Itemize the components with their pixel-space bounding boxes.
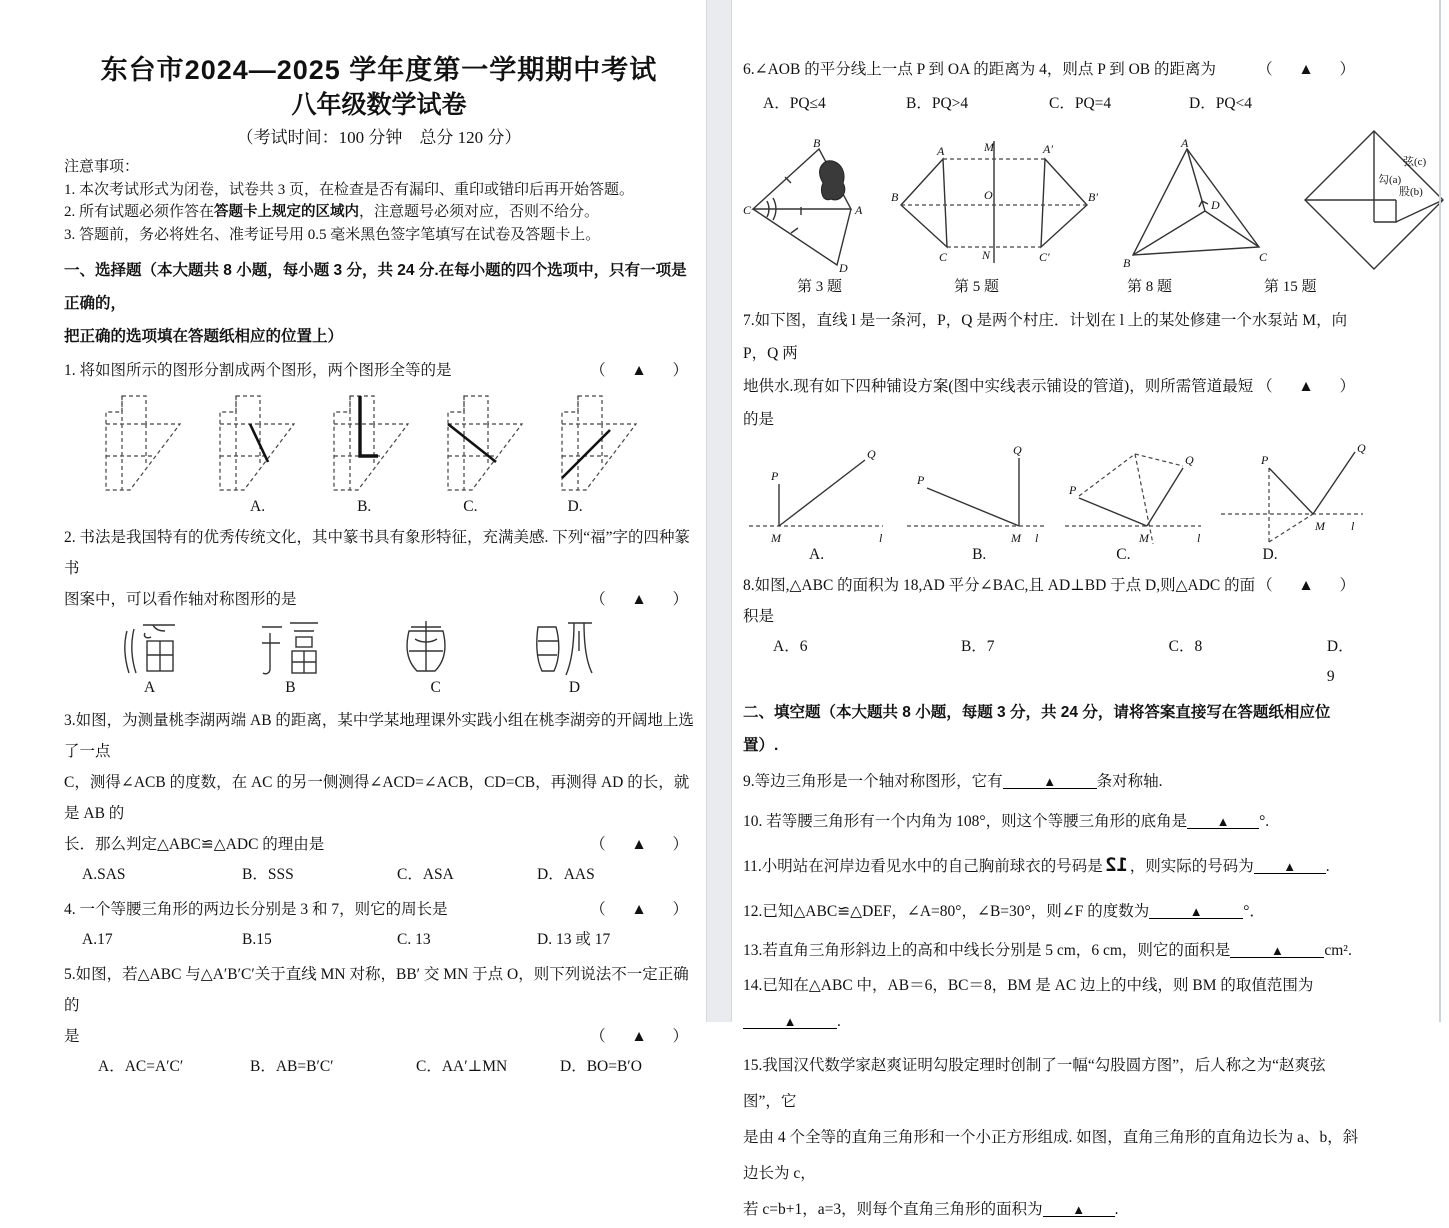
q7-line2: 地供水.现有如下四种铺设方案(图中实线表示铺设的管道)，则所需管道最短的是 <box>743 378 1254 428</box>
svg-text:A′: A′ <box>1043 142 1053 156</box>
svg-text:A: A <box>855 203 863 217</box>
svg-text:B′: B′ <box>1088 190 1098 204</box>
q9-blank: ▲ <box>1003 775 1097 789</box>
q1-figures <box>64 390 694 498</box>
svg-text:M: M <box>771 531 781 545</box>
svg-text:Q: Q <box>1357 441 1366 455</box>
seal-script-fu-a-image <box>119 617 183 679</box>
q3-options: A.SAS B．SSS C．ASA D．AAS <box>82 866 595 883</box>
figure-captions: 第 3 题 第 5 题 第 8 题 第 15 题 <box>797 279 1317 295</box>
q5-answer-bracket: （ ▲ ） <box>590 1028 694 1045</box>
notes-block <box>64 156 694 246</box>
svg-text:B: B <box>813 136 821 150</box>
svg-text:Q: Q <box>867 447 876 461</box>
note-1: 1. 本次考试形式为闭卷，试卷共 3 页，在检查是否有漏印、重印或错印后再开始答题。 <box>64 181 635 198</box>
svg-text:B: B <box>891 190 899 204</box>
fig-question3-image <box>743 135 865 273</box>
window-right-border <box>1439 0 1441 1022</box>
q2-line1: 2. 书法是我国特有的优秀传统文化，其中篆书具有象形特征，充满美感. 下列“福”字的四种篆书 <box>64 529 691 577</box>
q7-figure-b <box>901 440 1051 546</box>
q5-line2: 是 <box>64 1028 80 1045</box>
q15-blank: ▲ <box>1043 1203 1115 1217</box>
q6-answer-bracket: （ ▲ ） <box>1257 61 1361 78</box>
q7-figures <box>743 440 1366 546</box>
svg-text:B: B <box>1123 256 1131 270</box>
svg-text:l: l <box>879 531 883 545</box>
q15-line3: 若 c=b+1，a=3，则每个直角三角形的面积为 ▲ . <box>743 1201 1119 1218</box>
page-gutter <box>706 0 732 1022</box>
question-10: 10. 若等腰三角形有一个内角为 108°，则这个等腰三角形的底角是 ▲ °. <box>743 813 1270 830</box>
svg-text:C: C <box>743 203 752 217</box>
fig-question8-image <box>1123 135 1273 273</box>
q7-answer-bracket: （ ▲ ） <box>1257 378 1361 395</box>
q8-stem: 8.如图,△ABC 的面积为 18,AD 平分∠BAC,且 AD⊥BD 于点 D,则△ADC 的面积是 <box>743 577 1256 625</box>
q7-figure-a <box>743 440 893 546</box>
svg-text:Q: Q <box>1013 443 1022 457</box>
fig-question15-image <box>1299 125 1449 273</box>
svg-text:P: P <box>1069 483 1077 497</box>
question-1 <box>64 355 694 386</box>
page-left <box>0 0 706 1075</box>
svg-text:A: A <box>937 144 945 158</box>
exam-info: （考试时间：100 分钟 总分 120 分） <box>236 128 522 147</box>
seal-script-fu-c-image <box>397 617 455 679</box>
svg-text:N: N <box>982 248 991 262</box>
q2-line2: 图案中，可以看作轴对称图形的是 <box>64 591 297 608</box>
q3-line3: 长．那么判定△ABC≌△ADC 的理由是 <box>64 836 325 853</box>
q8-options: A．6 B．7 C．8 D．9 <box>773 638 1354 685</box>
q15-line2: 是由 4 个全等的直角三角形和一个小正方形组成. 如图，直角三角形的直角边长为 a、b，斜边长为 c， <box>743 1129 1359 1182</box>
q1-figure-labels: A. B. C. D. <box>250 498 583 515</box>
exam-title-line1: 东台市2024—2025 学年度第一学期期中考试 <box>100 55 658 85</box>
q2-figure-labels: A B C D <box>144 679 581 696</box>
section1-header-line2: 把正确的选项填在答题纸相应的位置上） <box>64 328 344 345</box>
svg-text:C′: C′ <box>1039 250 1050 264</box>
q3-line2: C，测得∠ACB 的度数，在 AC 的另一侧测得∠ACD=∠ACB，CD=CB，再测得 AD 的长，就是 AB 的 <box>64 774 690 822</box>
note-3: 3. 答题前，务必将姓名、准考证号用 0.5 毫米黑色签字笔填写在试卷及答题卡上。 <box>64 226 601 243</box>
q8-answer-bracket: （ ▲ ） <box>1257 577 1361 594</box>
svg-text:弦(c): 弦(c) <box>1403 156 1427 168</box>
svg-text:A: A <box>1181 136 1189 150</box>
q1-figure-d <box>548 390 644 498</box>
q3-line1: 3.如图，为测量桃李湖两端 AB 的距离，某中学某地理课外实践小组在桃李湖旁的开阔地上选了一点 <box>64 712 694 760</box>
question-9: 9.等边三角形是一个轴对称图形，它有 ▲ 条对称轴. <box>743 773 1163 790</box>
q5-line1: 5.如图，若△ABC 与△A′B′C′关于直线 MN 对称，BB′ 交 MN 于点 O，则下列说法不一定正确的 <box>64 966 689 1014</box>
seal-script-fu-b-image <box>258 617 322 679</box>
notes-heading: 注意事项： <box>64 159 140 175</box>
page-right <box>733 0 1441 1218</box>
svg-text:C: C <box>939 250 948 264</box>
svg-text:P: P <box>1261 453 1269 467</box>
q5-options: A．AC=A′C′ B．AB=B′C′ C．AA′⊥MN D．BO=B′O <box>98 1058 642 1075</box>
q14-blank: ▲ <box>743 1015 837 1029</box>
q11-blank: ▲ <box>1254 860 1326 874</box>
svg-text:M: M <box>1315 519 1325 533</box>
svg-text:l: l <box>1197 531 1201 545</box>
section1-header-line1: 一、选择题（本大题共 8 小题，每小题 3 分，共 24 分.在每小题的四个选项中，只有一项是正确的， <box>64 262 687 312</box>
q4-stem: 4. 一个等腰三角形的两边长分别是 3 和 7，则它的周长是 <box>64 901 448 918</box>
q1-stem: 1. 将如图所示的图形分割成两个图形，两个图形全等的是 <box>64 362 452 379</box>
svg-text:M: M <box>984 140 994 154</box>
svg-text:D: D <box>1211 198 1220 212</box>
q1-figure-b <box>320 390 416 498</box>
q2-figures <box>64 617 694 679</box>
question-12: 12.已知△ABC≌△DEF，∠A=80°，∠B=30°，则∠F 的度数为 ▲ °． <box>743 903 1265 920</box>
q12-blank: ▲ <box>1149 905 1243 919</box>
q2-answer-bracket: （ ▲ ） <box>590 591 694 608</box>
q1-figure-a <box>206 390 302 498</box>
svg-text:Q: Q <box>1185 453 1194 467</box>
q5-line2-row <box>64 1021 694 1052</box>
question-4 <box>64 894 694 925</box>
question-8 <box>743 570 1361 632</box>
q6-stem: 6.∠AOB 的平分线上一点 P 到 OA 的距离为 4，则点 P 到 OB 的距离为 <box>743 61 1216 78</box>
q1-answer-bracket: （ ▲ ） <box>590 362 694 379</box>
svg-text:P: P <box>771 469 779 483</box>
question-11: 11.小明站在河岸边看见水中的自己胸前球衣的号码是 12 ，则实际的号码为 ▲ . <box>743 842 1361 890</box>
q15-line1: 15.我国汉代数学家赵爽证明勾股定理时创制了一幅“勾股圆方图”，后人称之为“赵爽弦图”，它 <box>743 1057 1326 1110</box>
q1-figure-original <box>92 390 188 498</box>
q4-answer-bracket: （ ▲ ） <box>590 901 694 918</box>
q7-figure-d <box>1217 440 1367 546</box>
q2-line2-row <box>64 584 694 615</box>
q1-figure-c <box>434 390 530 498</box>
q3-line3-row <box>64 829 694 860</box>
question-13: 13.若直角三角形斜边上的高和中线长分别是 5 cm，6 cm，则它的面积是 ▲ cm². <box>743 942 1352 959</box>
q7-figure-labels: A. B. C. D. <box>809 546 1278 563</box>
svg-text:股(b): 股(b) <box>1399 186 1423 198</box>
svg-text:勾(a): 勾(a) <box>1378 174 1402 186</box>
note-2: 2. 所有试题必须作答在答题卡上规定的区域内，注意题号必须对应，否则不给分。 <box>64 204 600 220</box>
mirrored-jersey-number: 12 <box>1104 854 1128 876</box>
section2-header: 二、填空题（本大题共 8 小题，每题 3 分，共 24 分，请将答案直接写在答题纸相应位置）. <box>743 704 1331 754</box>
svg-text:P: P <box>917 473 925 487</box>
svg-text:C: C <box>1259 250 1268 264</box>
svg-text:D: D <box>839 261 848 275</box>
exam-title-line2: 八年级数学试卷 <box>291 91 467 119</box>
q10-blank: ▲ <box>1187 815 1259 829</box>
question-14: 14.已知在△ABC 中，AB＝6，BC＝8，BM 是 AC 边上的中线，则 BM 的取值范围为▲ . <box>743 977 1314 1030</box>
q7-line2-row <box>743 370 1361 436</box>
fig-question5-image <box>891 135 1097 273</box>
svg-text:M: M <box>1011 531 1021 545</box>
svg-text:M: M <box>1139 531 1149 545</box>
q7-line1: 7.如下图，直线 l 是一条河，P，Q 是两个村庄．计划在 l 上的某处修建一个水泵站 M，向 P，Q 两 <box>743 312 1348 362</box>
seal-script-fu-d-image <box>530 617 596 679</box>
question-6 <box>743 54 1361 85</box>
referenced-figures <box>743 125 1427 275</box>
q6-options: A．PQ≤4 B．PQ>4 C．PQ=4 D．PQ<4 <box>763 95 1252 112</box>
q4-options: A.17 B.15 C. 13 D. 13 或 17 <box>82 931 611 948</box>
svg-text:l: l <box>1351 519 1355 533</box>
svg-text:l: l <box>1035 531 1039 545</box>
q7-figure-c <box>1059 440 1209 546</box>
svg-text:O: O <box>984 188 993 202</box>
note-2-bold: 答题卡上规定的区域内 <box>214 204 360 220</box>
q13-blank: ▲ <box>1230 944 1324 958</box>
q3-answer-bracket: （ ▲ ） <box>590 836 694 853</box>
